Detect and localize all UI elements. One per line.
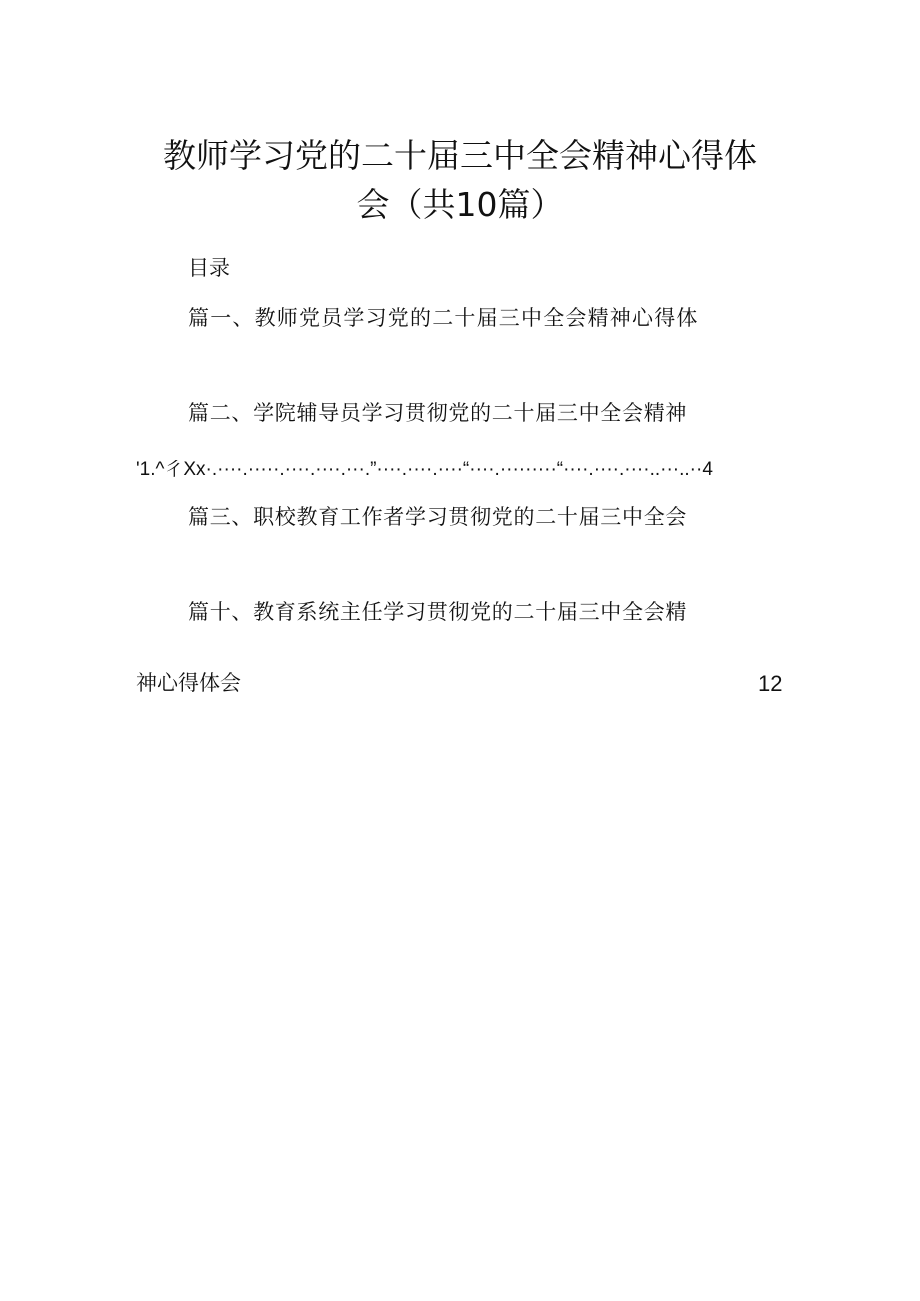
toc-entry-3[interactable]: 篇三、职校教育工作者学习贯彻党的二十届三中全会 <box>188 505 688 529</box>
toc-entry-2[interactable]: 篇二、学院辅导员学习贯彻党的二十届三中全会精神 <box>188 401 688 425</box>
toc-entry-10-continuation: 神心得体会 <box>136 671 241 695</box>
document-title-line-1: 教师学习党的二十届三中全会精神心得体 <box>163 136 757 175</box>
document-title-line-2: 会（共10篇） <box>356 185 564 224</box>
toc-entry-10[interactable]: 篇十、教育系统主任学习贯彻党的二十届三中全会精 <box>188 600 688 624</box>
toc-entry-1[interactable]: 篇一、教师党员学习党的二十届三中全会精神心得体 <box>188 306 699 330</box>
toc-heading: 目录 <box>188 256 230 280</box>
toc-entry-2-leader-line: '1.^彳Xx·.····.·····.····.····.···.”····.····.····“····.·········“····.····.····..···..··4 <box>136 460 713 479</box>
toc-entry-10-page-number: 12 <box>758 671 783 696</box>
